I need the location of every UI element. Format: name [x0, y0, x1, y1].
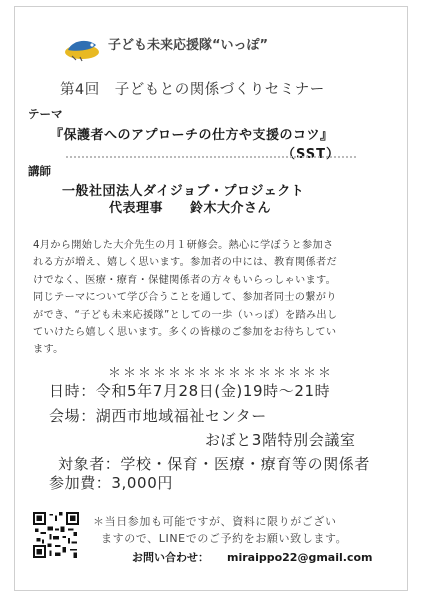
event-audience: 対象者：学校・保育・医療・療育等の関係者 [58, 455, 371, 473]
description-line: れる方が増え、嬉しく思います。参加者の中には、教育関係者だ [33, 257, 337, 269]
description-line: けでなく、医療・療育・保健関係者の方々もいらっしゃいます。 [33, 274, 337, 286]
lecturer-name: 代表理事 鈴木大介さん [109, 201, 272, 216]
contact-label: お問い合わせ： [132, 551, 209, 564]
event-venue: 会場：湖西市地域福祉センター [49, 407, 267, 425]
theme-title: 『保護者へのアプローチの仕方や支援のコツ』 [50, 128, 334, 143]
reservation-note: ＊当日参加も可能ですが、資料に限りがござい [93, 515, 337, 528]
seminar-title: 第4回 子どもとの関係づくりセミナー [60, 82, 325, 98]
lecturer-org: 一般社団法人ダイジョブ・プロジェクト [62, 184, 305, 199]
description-line: ていけたら嬉しく思います。多くの皆様のご参加をお待ちしてい [33, 327, 337, 339]
event-fee: 参加費：3,000円 [49, 474, 173, 492]
qr-code-icon[interactable] [33, 512, 79, 558]
org-name: 子ども未来応援隊“いっぽ” [108, 38, 269, 53]
event-date: 日時：令和5年7月28日(金)19時～21時 [49, 382, 331, 400]
description-line: ができ、“子ども未来応援隊”としての一歩（いっぽ）を踏み出し [33, 309, 338, 321]
description-line: 4月から開始した大介先生の月１研修会。熱心に学ぼうと参加さ [33, 240, 334, 251]
theme-label: テーマ [28, 107, 63, 121]
mascot-logo-icon [62, 36, 104, 62]
description-line: 同じテーマについて学び合うことを通して、参加者同士の繋がり [33, 292, 337, 304]
dotted-divider [66, 156, 356, 158]
lecturer-label: 講師 [28, 164, 51, 178]
contact-email[interactable]: miraippo22@gmail.com [227, 551, 373, 564]
contact-line [132, 549, 390, 565]
reservation-note: ますので、LINEでのご予約をお願い致します。 [101, 532, 348, 545]
theme-subtitle: （SST） [282, 147, 341, 162]
star-separator: ＊＊＊＊＊＊＊＊＊＊＊＊＊＊＊ [108, 366, 334, 381]
description [33, 237, 391, 359]
description-line: ます。 [33, 344, 64, 356]
event-room: おぼと3階特別会議室 [205, 431, 356, 449]
